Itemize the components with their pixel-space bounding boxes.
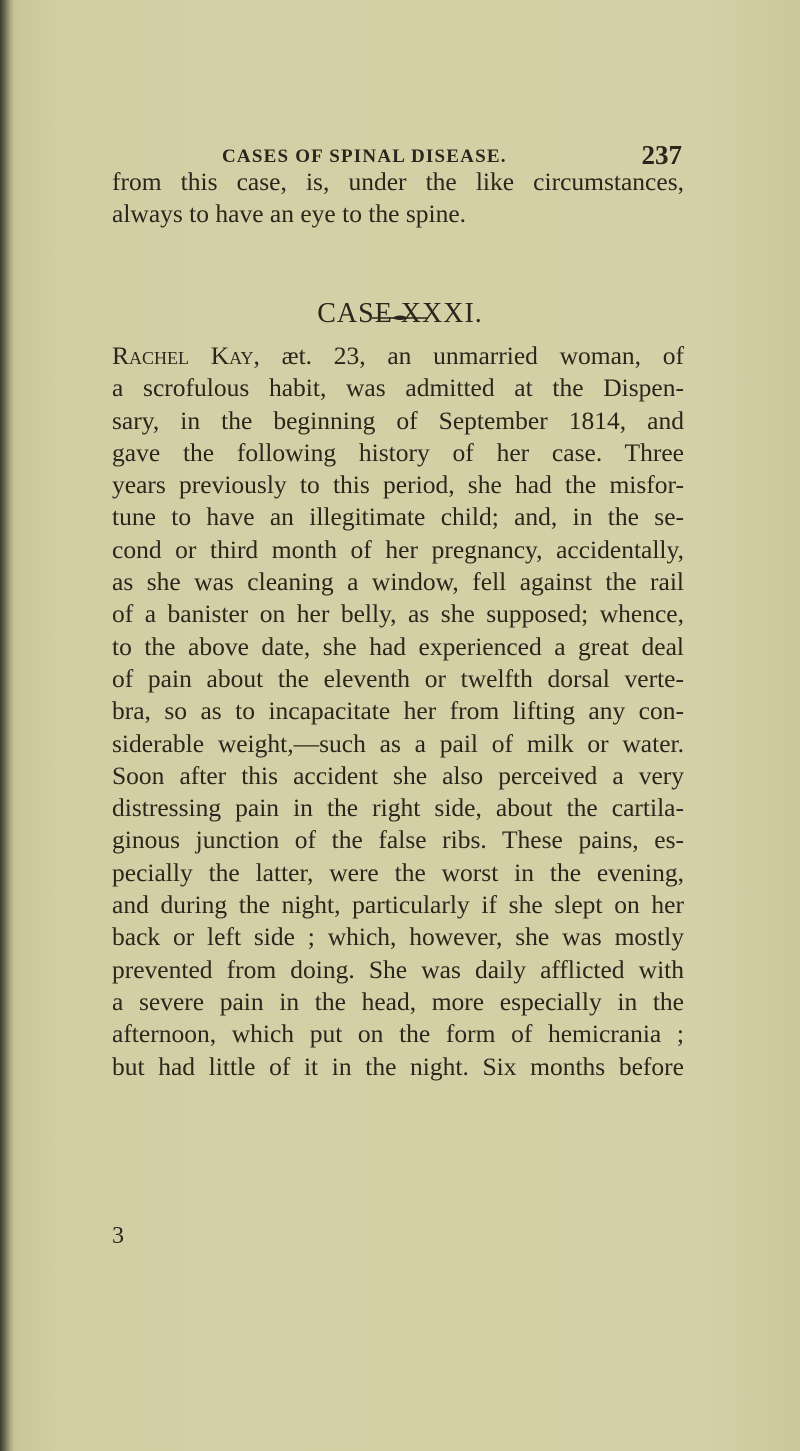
text-line: gave the following history of her case. Three	[112, 437, 684, 467]
page-number: 237	[641, 140, 682, 170]
text-line: pecially the latter, were the worst in the evening,	[112, 857, 684, 887]
text-line	[112, 340, 684, 372]
text-line: sary, in the beginning of September 1814, and	[112, 405, 684, 435]
text-line: cond or third month of her pregnancy, accidentally,	[112, 534, 684, 564]
patient-name: Rachel Kay,	[112, 341, 260, 370]
text-line: of pain about the eleventh or twelfth dorsal verte-	[112, 663, 684, 693]
page-binding-edge	[0, 0, 14, 1451]
text-line: ginous junction of the false ribs. These pains, es-	[112, 825, 684, 855]
intro-paragraph	[112, 166, 684, 231]
text-line: of a banister on her belly, as she supposed; whence,	[112, 599, 684, 629]
text-line: siderable weight,—such as a pail of milk or water.	[112, 728, 684, 758]
signature-mark: 3	[112, 1223, 124, 1249]
text-line: years previously to this period, she had the misfor-	[112, 470, 684, 500]
text-fragment: æt. 23, an unmarried woman, of	[259, 341, 685, 370]
text-line: prevented from doing. She was daily afflicted with	[112, 954, 684, 984]
text-line: and during the night, particularly if she slept on her	[112, 890, 684, 920]
case-heading: CASE XXXI.	[317, 298, 483, 329]
running-head: CASES OF SPINAL DISEASE.	[222, 146, 507, 167]
text-line: a severe pain in the head, more especially in the	[112, 986, 684, 1016]
text-line: from this case, is, under the like circumstances,	[112, 167, 684, 196]
case-paragraph	[112, 340, 684, 1083]
text-line: but had little of it in the night. Six months before	[112, 1051, 684, 1081]
text-line: always to have an eye to the spine.	[112, 199, 467, 229]
text-line: back or left side ; which, however, she was mostly	[112, 922, 684, 952]
text-line: Soon after this accident she also perceived a very	[112, 760, 684, 790]
text-line: bra, so as to incapacitate her from lifting any con-	[112, 696, 684, 726]
text-line: distressing pain in the right side, about the cartila-	[112, 793, 684, 823]
text-line: a scrofulous habit, was admitted at the Dispen-	[112, 373, 684, 403]
text-line: as she was cleaning a window, fell against the rail	[112, 567, 684, 597]
text-line: tune to have an illegitimate child; and, in the se-	[112, 502, 684, 532]
text-line: afternoon, which put on the form of hemicrania ;	[112, 1019, 684, 1049]
text-line: to the above date, she had experienced a great deal	[112, 631, 684, 661]
